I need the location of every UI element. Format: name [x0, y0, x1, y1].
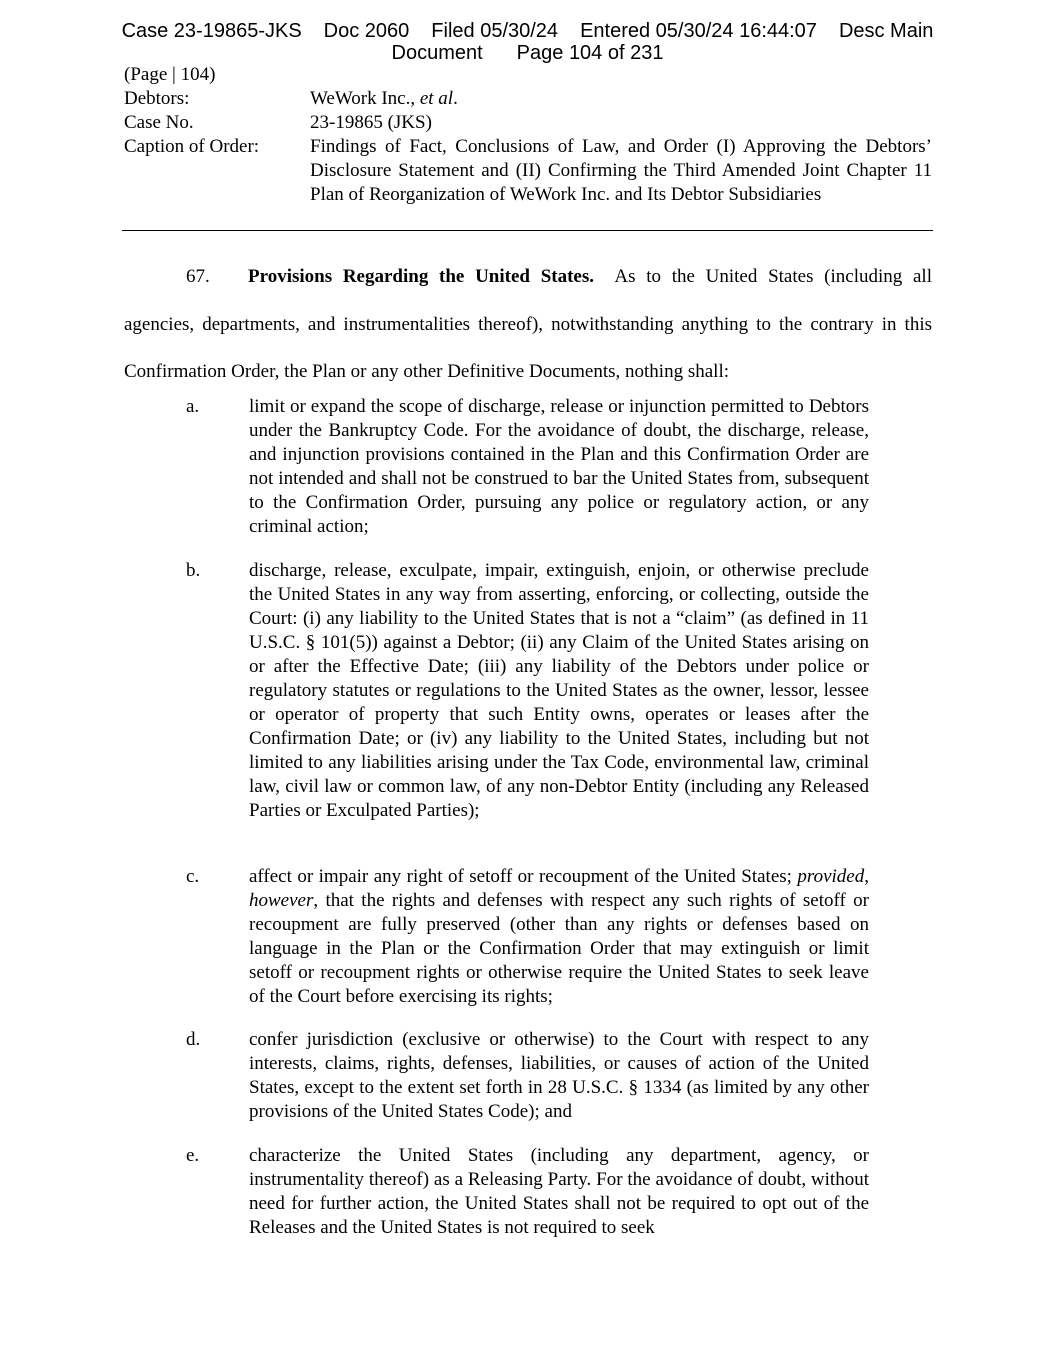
- order-caption: Findings of Fact, Conclusions of Law, and Order (I) Approving the Debtors’ Disclosure Statement and (II) Confirming the Third Amended Joint Chapter 11 Plan of Reorganization of WeWork Inc. and Its Debtor Subsidiaries: [310, 136, 932, 205]
- item-letter: e.: [186, 1145, 200, 1166]
- desc-main: Desc Main: [838, 20, 934, 42]
- item-letter: c.: [186, 866, 200, 887]
- item-letter: a.: [186, 396, 200, 417]
- item-text: confer jurisdiction (exclusive or otherwise) to the Court with respect to any interests, claims, rights, defenses, liabilities, or causes of action of the United States, except to the extent set forth in 28 U.S.C. § 1334 (as limited by any other provisions of the United States Code); and: [249, 1029, 869, 1122]
- list-item: [124, 1028, 869, 1124]
- case-label: Case No.: [124, 112, 194, 133]
- paragraph-number: 67.: [186, 266, 210, 287]
- item-letter: b.: [186, 560, 201, 581]
- document-label: Document: [391, 42, 483, 64]
- caption-divider: [122, 230, 933, 231]
- item-text: discharge, release, exculpate, impair, extinguish, enjoin, or otherwise preclude the United States in any way from asserting, enforcing, or collecting, outside the Court: (i) any liability to the United States that is not a “claim” (as defined in 11 U.S.C. § 101(5)) against a Debtor; (ii) any Claim of the United States arising on or after the Effective Date; (iii) any liability of the Debtors under police or regulatory statutes or regulations to the United States as the owner, lessor, lessee or operator of property that such Entity owns, operates or leases after the Confirmation Date; or (iv) any liability to the United States, including but not limited to any liabilities arising under the Tax Code, environmental law, criminal law, civil law or common law, of any non-Debtor Entity (including any Released Parties or Exculpated Parties);: [249, 560, 869, 821]
- list-item: [124, 559, 869, 823]
- list-item: [124, 395, 869, 539]
- case-value: 23-19865 (JKS): [310, 112, 432, 133]
- order-label: Caption of Order:: [124, 136, 260, 157]
- doc-number: Doc 2060: [323, 20, 410, 42]
- list-item: [124, 1144, 869, 1240]
- ecf-header-stamp: [0, 20, 1055, 64]
- debtors-label: Debtors:: [124, 88, 190, 109]
- page-ref: (Page | 104): [124, 64, 216, 85]
- item-text: limit or expand the scope of discharge, release or injunction permitted to Debtors under the Bankruptcy Code. For the avoidance of doubt, the discharge, release, and injunction provisions contained in the Plan and this Confirmation Order are not intended and shall not be construed to bar the United States from, subsequent to the Confirmation Order, pursuing any police or regulatory action, or any criminal action;: [249, 396, 869, 537]
- item-text: affect or impair any right of setoff or recoupment of the United States; provided, however, that the rights and defenses with respect any such rights of setoff or recoupment are fully preserved (other than any rights or defenses based on language in the Plan or the Confirmation Order that may extinguish or limit setoff or recoupment rights or otherwise require the United States to seek leave of the Court before exercising its rights;: [249, 866, 869, 1007]
- case-number: Case 23-19865-JKS: [121, 20, 302, 42]
- paragraph-text: As to the United States (including all agencies, departments, and instrumentalities thereof), notwithstanding anything to the contrary in this Confirmation Order, the Plan or any other Definitive Documents, nothing shall:: [124, 266, 932, 382]
- page-count: Page 104 of 231: [516, 42, 664, 64]
- entered-date: Entered 05/30/24 16:44:07: [580, 20, 817, 42]
- paragraph-67: [124, 253, 932, 396]
- caption-block: [124, 63, 932, 207]
- paragraph-heading: Provisions Regarding the United States.: [248, 266, 594, 287]
- item-text: characterize the United States (including any department, agency, or instrumentality thereof) as a Releasing Party. For the avoidance of doubt, without need for further action, the United States shall not be required to opt out of the Releases and the United States is not required to seek: [249, 1145, 869, 1238]
- filed-date: Filed 05/30/24: [431, 20, 559, 42]
- item-letter: d.: [186, 1029, 201, 1050]
- list-item: [124, 865, 869, 1009]
- debtors-value: WeWork Inc., et al.: [310, 88, 458, 109]
